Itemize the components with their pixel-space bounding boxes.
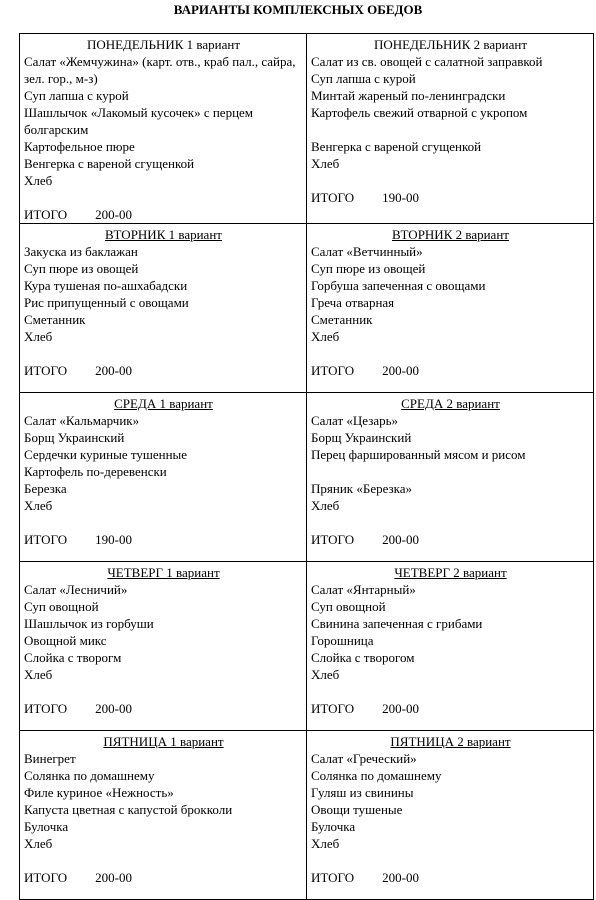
total-line <box>24 700 303 717</box>
variant-header: СРЕДА 2 вариант <box>401 396 500 411</box>
menu-item: Булочка <box>311 819 356 834</box>
menu-item: Венгерка с вареной сгущенкой <box>24 156 195 171</box>
menu-item: Картофель свежий отварной с укропом <box>311 105 528 120</box>
variant-header: ПОНЕДЕЛЬНИК 1 вариант <box>86 37 241 52</box>
total-label: ИТОГО <box>24 701 68 716</box>
menu-item <box>311 514 590 531</box>
menu-variant-cell <box>20 224 307 393</box>
total-line <box>311 700 590 717</box>
total-line <box>24 362 303 379</box>
menu-item: Пряник «Березка» <box>311 481 413 496</box>
variant-header: ВТОРНИК 1 вариант <box>105 227 222 242</box>
total-amount: 200-00 <box>382 870 419 885</box>
menu-item: Хлеб <box>311 156 340 171</box>
menu-variant-cell <box>20 562 307 731</box>
total-line <box>24 869 303 886</box>
total-amount: 190-00 <box>382 190 419 205</box>
menu-item: Хлеб <box>311 667 340 682</box>
menu-item: Булочка <box>24 819 69 834</box>
total-amount: 200-00 <box>382 701 419 716</box>
total-label: ИТОГО <box>24 870 68 885</box>
menu-item <box>24 683 303 700</box>
total-amount: 200-00 <box>95 870 132 885</box>
variant-header: ПОНЕДЕЛЬНИК 2 вариант <box>373 37 528 52</box>
menu-variant-cell <box>307 34 594 224</box>
menu-item: Венгерка с вареной сгущенкой <box>311 139 482 154</box>
variant-header: ПЯТНИЦА 2 вариант <box>390 734 511 749</box>
menu-item: Салат из св. овощей с салатной заправкой <box>311 54 543 69</box>
total-amount: 200-00 <box>95 363 132 378</box>
menu-item: Гуляш из свинины <box>311 785 414 800</box>
menu-item: Салат «Греческий» <box>311 751 417 766</box>
menu-item: Салат «Жемчужина» (карт. отв., краб пал., сайра, зел. гор., м-з) <box>24 54 296 86</box>
menu-variant-cell <box>20 393 307 562</box>
menu-variant-cell <box>307 562 594 731</box>
menu-item: Горбуша запеченная с овощами <box>311 278 486 293</box>
menu-table-body <box>20 34 594 900</box>
menu-item: Хлеб <box>24 836 53 851</box>
total-label: ИТОГО <box>311 363 355 378</box>
total-label: ИТОГО <box>311 870 355 885</box>
variant-header: ПЯТНИЦА 1 вариант <box>103 734 224 749</box>
total-label: ИТОГО <box>24 207 68 222</box>
menu-item <box>24 189 303 206</box>
menu-item: Капуста цветная с капустой брокколи <box>24 802 233 817</box>
variant-header: ЧЕТВЕРГ 1 вариант <box>107 565 220 580</box>
menu-item <box>311 345 590 362</box>
total-label: ИТОГО <box>24 363 68 378</box>
menu-item: Суп пюре из овощей <box>311 261 426 276</box>
total-amount: 200-00 <box>95 207 132 222</box>
menu-item: Суп лапша с курой <box>311 71 416 86</box>
total-line <box>311 531 590 548</box>
menu-item: Овощной микс <box>24 633 107 648</box>
menu-item: Винегрет <box>24 751 76 766</box>
menu-item: Салат «Цезарь» <box>311 413 399 428</box>
menu-item: Хлеб <box>24 329 53 344</box>
menu-item: Суп овощной <box>311 599 386 614</box>
menu-item: Слойка с творогм <box>24 650 122 665</box>
menu-item: Хлеб <box>24 667 53 682</box>
menu-item: Березка <box>24 481 67 496</box>
menu-variant-cell <box>307 224 594 393</box>
menu-item: Слойка с творогом <box>311 650 415 665</box>
total-label: ИТОГО <box>311 190 355 205</box>
menu-variant-cell <box>20 731 307 900</box>
menu-item: Салат «Ветчинный» <box>311 244 423 259</box>
day-row <box>20 562 594 731</box>
menu-item <box>311 463 590 480</box>
menu-item: Сметанник <box>24 312 86 327</box>
variant-header: СРЕДА 1 вариант <box>114 396 213 411</box>
menu-item: Борщ Украинский <box>311 430 412 445</box>
menu-item: Хлеб <box>24 498 53 513</box>
total-label: ИТОГО <box>311 701 355 716</box>
total-line <box>24 206 303 223</box>
menu-item: Салат «Лесничий» <box>24 582 128 597</box>
menu-item <box>24 852 303 869</box>
day-row <box>20 393 594 562</box>
menu-item <box>311 683 590 700</box>
menu-item: Суп овощной <box>24 599 99 614</box>
menu-item: Перец фаршированный мясом и рисом <box>311 447 526 462</box>
menu-item <box>24 345 303 362</box>
total-amount: 200-00 <box>95 701 132 716</box>
menu-item <box>311 121 590 138</box>
variant-header: ВТОРНИК 2 вариант <box>392 227 509 242</box>
total-label: ИТОГО <box>311 532 355 547</box>
menu-item: Хлеб <box>311 836 340 851</box>
menu-variant-cell <box>307 393 594 562</box>
menu-item: Салат «Кальмарчик» <box>24 413 140 428</box>
menu-variant-cell <box>20 34 307 224</box>
menu-item <box>311 172 590 189</box>
menu-item: Сердечки куриные тушенные <box>24 447 188 462</box>
menu-item <box>311 852 590 869</box>
menu-item: Хлеб <box>24 173 53 188</box>
menu-item: Солянка по домашнему <box>24 768 155 783</box>
day-row <box>20 731 594 900</box>
total-amount: 200-00 <box>382 363 419 378</box>
menu-item: Минтай жареный по-ленинградски <box>311 88 506 103</box>
menu-item: Кура тушеная по-ашхабадски <box>24 278 188 293</box>
page-title: ВАРИАНТЫ КОМПЛЕКСНЫХ ОБЕДОВ <box>173 2 423 17</box>
menu-item: Борщ Украинский <box>24 430 125 445</box>
total-amount: 200-00 <box>382 532 419 547</box>
menu-item: Салат «Янтарный» <box>311 582 416 597</box>
menu-table <box>19 33 594 900</box>
total-label: ИТОГО <box>24 532 68 547</box>
menu-item: Солянка по домашнему <box>311 768 442 783</box>
menu-item: Свинина запеченная с грибами <box>311 616 483 631</box>
menu-item: Филе куриное «Нежность» <box>24 785 174 800</box>
menu-item: Шашлычок «Лакомый кусочек» с перцем болгарским <box>24 105 254 137</box>
menu-item: Картофель по-деревенски <box>24 464 167 479</box>
menu-item: Шашлычок из горбуши <box>24 616 154 631</box>
total-amount: 190-00 <box>95 532 132 547</box>
total-line <box>24 531 303 548</box>
total-line <box>311 869 590 886</box>
menu-item <box>24 514 303 531</box>
menu-item: Овощи тушеные <box>311 802 403 817</box>
menu-item: Хлеб <box>311 498 340 513</box>
menu-item: Закуска из баклажан <box>24 244 138 259</box>
menu-item: Греча отварная <box>311 295 395 310</box>
menu-item: Сметанник <box>311 312 373 327</box>
menu-item: Рис припущенный с овощами <box>24 295 189 310</box>
menu-item: Хлеб <box>311 329 340 344</box>
day-row <box>20 34 594 224</box>
menu-item: Суп пюре из овощей <box>24 261 139 276</box>
variant-header: ЧЕТВЕРГ 2 вариант <box>394 565 507 580</box>
menu-variant-cell <box>307 731 594 900</box>
menu-item: Горошница <box>311 633 374 648</box>
total-line <box>311 189 590 206</box>
menu-item: Суп лапша с курой <box>24 88 129 103</box>
total-line <box>311 362 590 379</box>
day-row <box>20 224 594 393</box>
menu-item: Картофельное пюре <box>24 139 135 154</box>
